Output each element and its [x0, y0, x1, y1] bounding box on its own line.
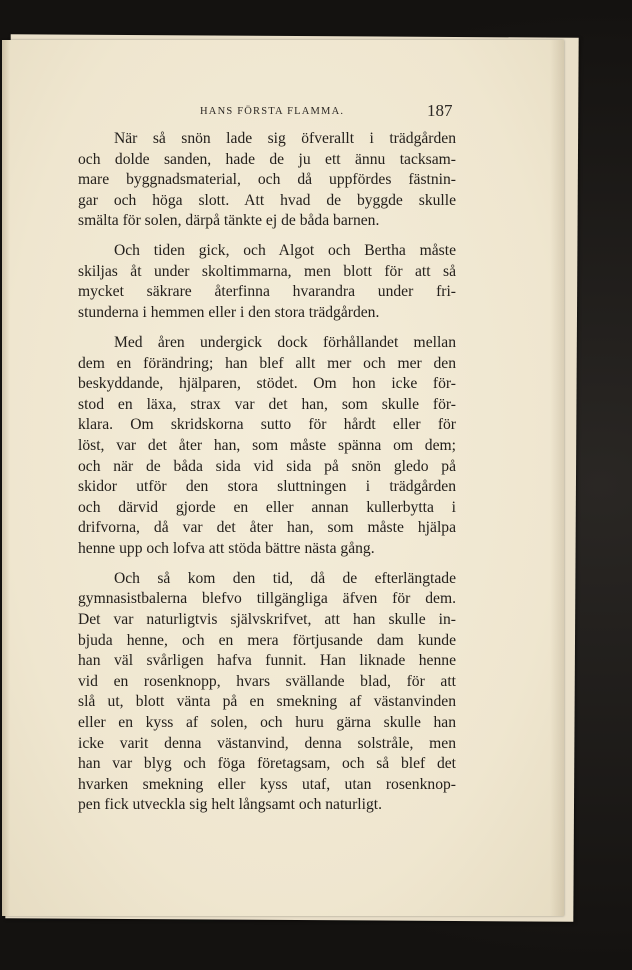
text-line: skiljas åt under skoltimmarna, men blott för att så: [78, 262, 456, 280]
paragraph: [78, 333, 456, 560]
text-line: Det var naturligtvis självskrifvet, att han skulle in-: [78, 610, 456, 628]
text-line: Med åren undergick dock förhållandet mellan: [114, 333, 456, 351]
text-line: gymnasistbalerna blefvo tillgängliga äfven för dem.: [78, 590, 456, 608]
text-line: drifvorna, då var det åter han, som måste hjälpa: [78, 519, 456, 537]
text-line: hvarken smekning eller kyss utaf, utan rosenknop-: [78, 775, 456, 793]
text-line: vid en rosenknopp, hvars svällande blad, för att: [78, 672, 456, 690]
text-line: stunderna i hemmen eller i den stora trädgården.: [78, 304, 380, 322]
text-line: dem en förändring; han blef allt mer och mer den: [78, 354, 456, 372]
text-line: han var blyg och föga företagsam, och så blef det: [78, 755, 456, 773]
running-head: [2, 102, 564, 122]
text-line: mare byggnadsmaterial, och då uppfördes fästnin-: [78, 171, 456, 189]
text-line: mycket säkrare återfinna hvarandra under fri-: [78, 283, 456, 301]
text-line: löst, var det åter han, som måste spänna om dem;: [78, 436, 456, 454]
text-line: Och tiden gick, och Algot och Bertha måste: [114, 242, 456, 260]
paragraph: [78, 129, 456, 232]
text-line: eller en kyss af solen, och huru gärna skulle han: [78, 713, 456, 731]
text-line: klara. Om skridskorna sutto för hårdt eller för: [78, 416, 456, 434]
text-line: När så snön lade sig öfverallt i trädgården: [114, 130, 456, 147]
text-line: stod en läxa, strax var det han, som skulle för-: [78, 395, 456, 413]
text-line: skidor utför den stora sluttningen i trädgården: [78, 478, 456, 496]
text-line: han väl svårligen hafva funnit. Han liknade henne: [78, 652, 456, 670]
text-line: och när de båda sida vid sida på snön gledo på: [78, 457, 456, 475]
text-line: henne upp och lofva att stöda bättre nästa gång.: [78, 539, 375, 557]
paragraph: [78, 241, 456, 323]
text-line: slå ut, blott vänta på en smekning af västanvinden: [78, 693, 456, 711]
text-line: smälta för solen, därpå tänkte ej de båda barnen.: [78, 212, 380, 230]
text-line: icke varit denna västanvind, denna solstråle, men: [78, 734, 456, 752]
running-title: HANS FÖRSTA FLAMMA.: [200, 106, 345, 117]
body-text: [78, 129, 456, 825]
page-edge-shadow: [550, 40, 564, 916]
paragraph: [78, 569, 456, 816]
text-line: och därvid gjorde en eller annan kullerbytta i: [78, 498, 456, 516]
text-line: beskyddande, hjälparen, stödet. Om hon icke för-: [78, 375, 456, 393]
book-page: [2, 40, 564, 916]
page-number: 187: [427, 101, 453, 120]
text-line: gar och höga slott. Att hvad de byggde skulle: [78, 191, 456, 209]
text-line: Och så kom den tid, då de efterlängtade: [114, 569, 456, 587]
text-line: pen fick utveckla sig helt långsamt och naturligt.: [78, 796, 382, 814]
text-line: bjuda henne, och en mera förtjusande dam kunde: [78, 631, 456, 649]
gutter-shadow: [2, 40, 10, 916]
text-line: och dolde sanden, hade de ju ett ännu tacksam-: [78, 150, 456, 168]
